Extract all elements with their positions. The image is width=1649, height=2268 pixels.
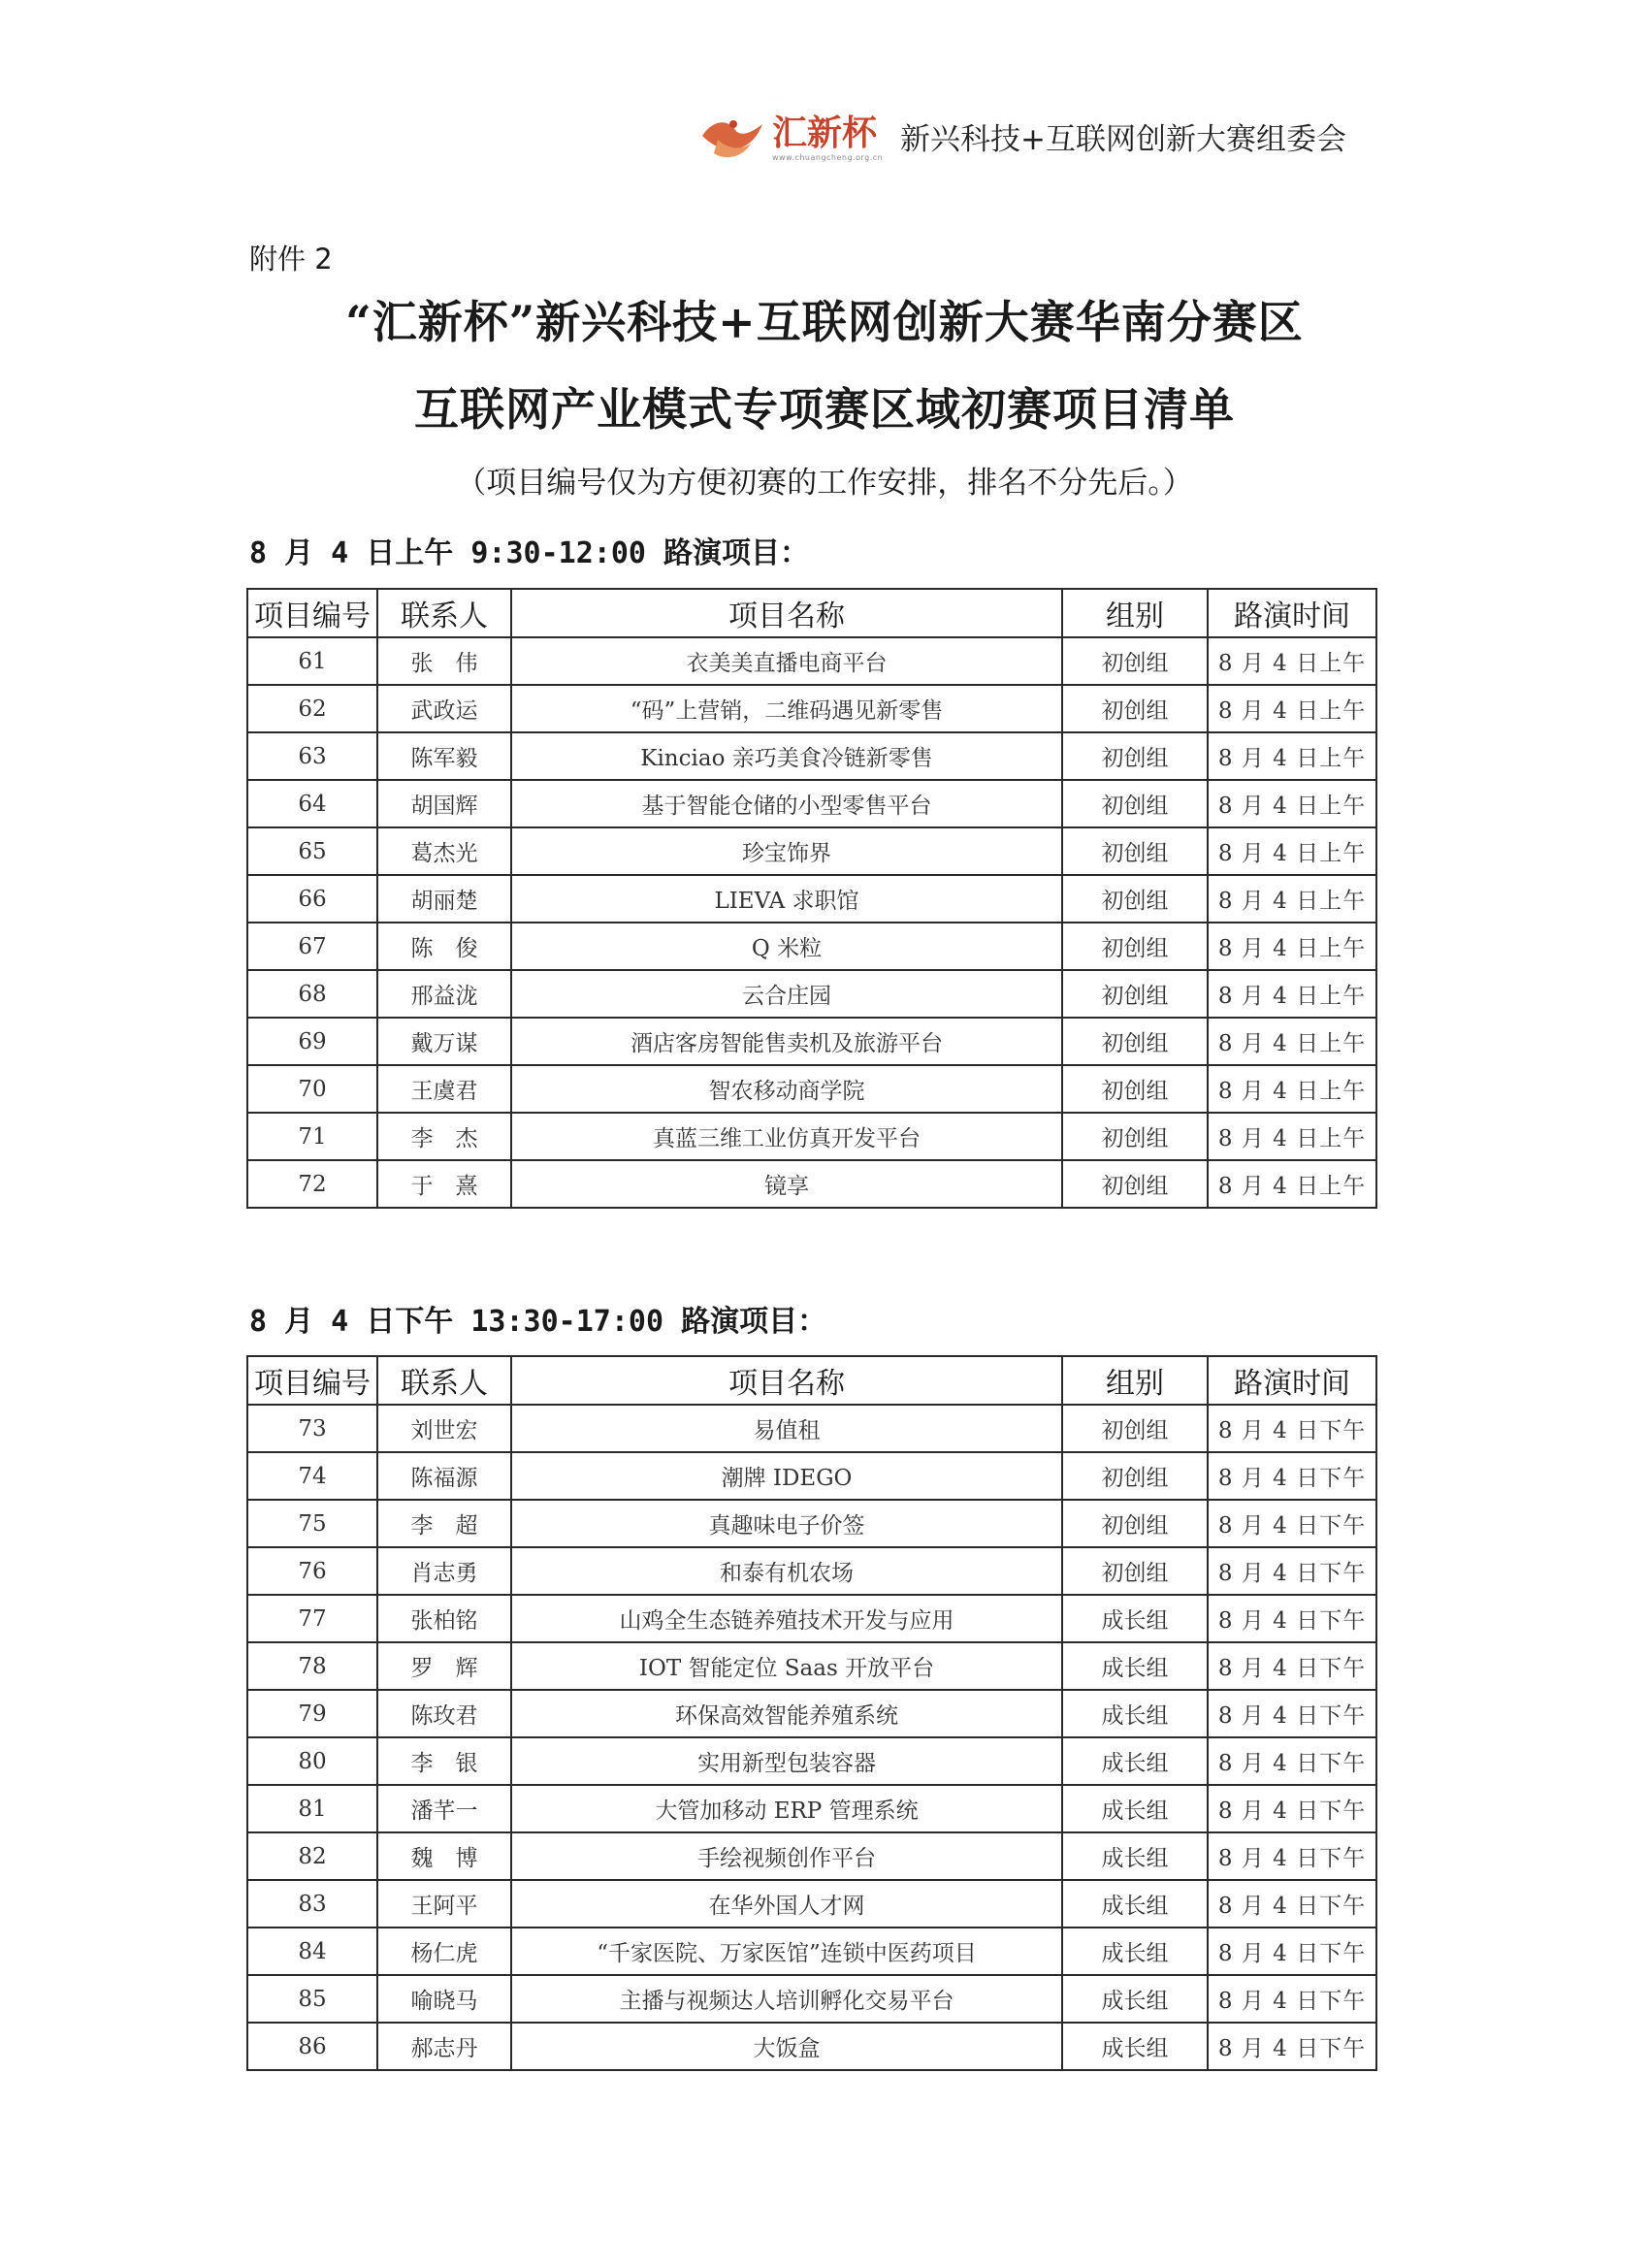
cell-roadshow-time: 8 月 4 日下午	[1208, 1975, 1376, 2023]
cell-project-name: 真趣味电子价签	[511, 1500, 1062, 1547]
header-project-name: 项目名称	[511, 1356, 1062, 1405]
cell-group: 初创组	[1062, 923, 1208, 970]
cell-group: 初创组	[1062, 732, 1208, 780]
cell-project-id: 86	[247, 2023, 377, 2070]
organizer-name: 新兴科技+互联网创新大赛组委会	[900, 122, 1346, 157]
afternoon-session-label: 8 月 4 日下午 13:30-17:00 路演项目：	[249, 1305, 827, 1339]
cell-roadshow-time: 8 月 4 日上午	[1208, 923, 1376, 970]
table-row	[247, 1785, 1376, 1832]
cell-group: 初创组	[1062, 970, 1208, 1018]
cell-contact: 喻晓马	[377, 1975, 511, 2023]
cell-project-id: 65	[247, 827, 377, 875]
table-row	[247, 923, 1376, 970]
header-contact: 联系人	[377, 589, 511, 637]
cell-roadshow-time: 8 月 4 日下午	[1208, 1880, 1376, 1928]
cell-contact: 戴万谋	[377, 1018, 511, 1065]
cell-project-name: LIEVA 求职馆	[511, 875, 1062, 923]
cell-roadshow-time: 8 月 4 日下午	[1208, 1547, 1376, 1595]
cell-contact: 陈 俊	[377, 923, 511, 970]
cell-project-id: 79	[247, 1690, 377, 1737]
table-row	[247, 780, 1376, 827]
cell-group: 初创组	[1062, 1500, 1208, 1547]
cell-project-name: 实用新型包装容器	[511, 1737, 1062, 1785]
cell-roadshow-time: 8 月 4 日下午	[1208, 2023, 1376, 2070]
cell-group: 初创组	[1062, 1065, 1208, 1113]
table-row	[247, 1500, 1376, 1547]
cell-contact: 于 熹	[377, 1160, 511, 1208]
cell-roadshow-time: 8 月 4 日上午	[1208, 827, 1376, 875]
cell-roadshow-time: 8 月 4 日上午	[1208, 1065, 1376, 1113]
cell-roadshow-time: 8 月 4 日上午	[1208, 732, 1376, 780]
bird-logo-icon	[698, 111, 768, 165]
morning-schedule-table	[246, 588, 1377, 1209]
cell-group: 初创组	[1062, 875, 1208, 923]
cell-group: 初创组	[1062, 685, 1208, 732]
cell-roadshow-time: 8 月 4 日上午	[1208, 1113, 1376, 1160]
table-row	[247, 1160, 1376, 1208]
cell-roadshow-time: 8 月 4 日下午	[1208, 1737, 1376, 1785]
page-title-line-2: 互联网产业模式专项赛区域初赛项目清单	[414, 383, 1235, 436]
cell-project-id: 81	[247, 1785, 377, 1832]
cell-contact: 胡丽楚	[377, 875, 511, 923]
cell-project-id: 85	[247, 1975, 377, 2023]
cell-project-id: 78	[247, 1642, 377, 1690]
cell-project-name: 云合庄园	[511, 970, 1062, 1018]
cell-project-id: 63	[247, 732, 377, 780]
cell-project-id: 80	[247, 1737, 377, 1785]
cell-roadshow-time: 8 月 4 日上午	[1208, 1018, 1376, 1065]
cell-group: 成长组	[1062, 1785, 1208, 1832]
cell-group: 成长组	[1062, 1928, 1208, 1975]
cell-project-name: “码”上营销，二维码遇见新零售	[511, 685, 1062, 732]
cell-contact: 魏 博	[377, 1832, 511, 1880]
afternoon-schedule-table	[246, 1355, 1377, 2071]
cell-project-name: 潮牌 IDEGO	[511, 1452, 1062, 1500]
cell-group: 成长组	[1062, 1880, 1208, 1928]
cell-contact: 邢益泷	[377, 970, 511, 1018]
cell-project-name: 镜享	[511, 1160, 1062, 1208]
cell-project-name: 手绘视频创作平台	[511, 1832, 1062, 1880]
cell-project-name: 在华外国人才网	[511, 1880, 1062, 1928]
cell-project-name: 智农移动商学院	[511, 1065, 1062, 1113]
cell-contact: 王阿平	[377, 1880, 511, 1928]
cell-project-name: 大管加移动 ERP 管理系统	[511, 1785, 1062, 1832]
cell-project-id: 70	[247, 1065, 377, 1113]
cell-roadshow-time: 8 月 4 日上午	[1208, 875, 1376, 923]
cell-project-id: 62	[247, 685, 377, 732]
logo-name: 汇新杯	[772, 113, 878, 153]
cell-roadshow-time: 8 月 4 日上午	[1208, 637, 1376, 685]
cell-contact: 刘世宏	[377, 1405, 511, 1452]
cell-group: 成长组	[1062, 1595, 1208, 1642]
cell-project-name: Kinciao 亲巧美食冷链新零售	[511, 732, 1062, 780]
cell-contact: 张 伟	[377, 637, 511, 685]
header-contact: 联系人	[377, 1356, 511, 1405]
table-row	[247, 1018, 1376, 1065]
cell-group: 初创组	[1062, 827, 1208, 875]
cell-contact: 杨仁虎	[377, 1928, 511, 1975]
logo-url: www.chuangcheng.org.cn	[772, 152, 884, 162]
cell-project-name: IOT 智能定位 Saas 开放平台	[511, 1642, 1062, 1690]
cell-roadshow-time: 8 月 4 日下午	[1208, 1785, 1376, 1832]
cell-group: 初创组	[1062, 780, 1208, 827]
cell-project-name: 山鸡全生态链养殖技术开发与应用	[511, 1595, 1062, 1642]
cell-group: 成长组	[1062, 1737, 1208, 1785]
table-row	[247, 1690, 1376, 1737]
cell-project-name: 酒店客房智能售卖机及旅游平台	[511, 1018, 1062, 1065]
cell-project-name: 珍宝饰界	[511, 827, 1062, 875]
table-row	[247, 732, 1376, 780]
cell-contact: 李 银	[377, 1737, 511, 1785]
cell-contact: 陈军毅	[377, 732, 511, 780]
table-row	[247, 827, 1376, 875]
cell-project-name: 衣美美直播电商平台	[511, 637, 1062, 685]
header-project-id: 项目编号	[247, 589, 377, 637]
cell-project-name: 主播与视频达人培训孵化交易平台	[511, 1975, 1062, 2023]
cell-contact: 胡国辉	[377, 780, 511, 827]
cell-group: 初创组	[1062, 1452, 1208, 1500]
cell-project-id: 69	[247, 1018, 377, 1065]
cell-project-id: 67	[247, 923, 377, 970]
table-row	[247, 2023, 1376, 2070]
cell-project-id: 82	[247, 1832, 377, 1880]
cell-project-name: 环保高效智能养殖系统	[511, 1690, 1062, 1737]
table-header-row	[247, 1356, 1376, 1405]
cell-roadshow-time: 8 月 4 日下午	[1208, 1500, 1376, 1547]
cell-group: 成长组	[1062, 1690, 1208, 1737]
cell-group: 初创组	[1062, 637, 1208, 685]
cell-contact: 肖志勇	[377, 1547, 511, 1595]
cell-roadshow-time: 8 月 4 日下午	[1208, 1595, 1376, 1642]
table-row	[247, 1595, 1376, 1642]
cell-group: 成长组	[1062, 1832, 1208, 1880]
cell-project-name: 真蓝三维工业仿真开发平台	[511, 1113, 1062, 1160]
cell-group: 成长组	[1062, 1642, 1208, 1690]
table-row	[247, 1547, 1376, 1595]
header-logo	[698, 109, 883, 167]
cell-group: 初创组	[1062, 1018, 1208, 1065]
cell-contact: 武政运	[377, 685, 511, 732]
header-project-id: 项目编号	[247, 1356, 377, 1405]
cell-group: 初创组	[1062, 1113, 1208, 1160]
cell-project-id: 83	[247, 1880, 377, 1928]
cell-project-id: 84	[247, 1928, 377, 1975]
cell-roadshow-time: 8 月 4 日下午	[1208, 1690, 1376, 1737]
cell-project-name: 易值租	[511, 1405, 1062, 1452]
cell-project-id: 66	[247, 875, 377, 923]
cell-contact: 张柏铭	[377, 1595, 511, 1642]
cell-roadshow-time: 8 月 4 日下午	[1208, 1452, 1376, 1500]
cell-project-id: 68	[247, 970, 377, 1018]
table-row	[247, 1832, 1376, 1880]
cell-roadshow-time: 8 月 4 日下午	[1208, 1642, 1376, 1690]
table-row	[247, 1642, 1376, 1690]
header-project-name: 项目名称	[511, 589, 1062, 637]
cell-project-id: 77	[247, 1595, 377, 1642]
table-row	[247, 875, 1376, 923]
header-group: 组别	[1062, 1356, 1208, 1405]
cell-roadshow-time: 8 月 4 日上午	[1208, 1160, 1376, 1208]
cell-roadshow-time: 8 月 4 日下午	[1208, 1832, 1376, 1880]
table-row	[247, 1928, 1376, 1975]
cell-roadshow-time: 8 月 4 日上午	[1208, 685, 1376, 732]
header-group: 组别	[1062, 589, 1208, 637]
table-row	[247, 685, 1376, 732]
cell-group: 初创组	[1062, 1405, 1208, 1452]
table-row	[247, 1452, 1376, 1500]
cell-group: 初创组	[1062, 1160, 1208, 1208]
cell-group: 成长组	[1062, 1975, 1208, 2023]
cell-contact: 潘芊一	[377, 1785, 511, 1832]
header-roadshow-time: 路演时间	[1208, 589, 1376, 637]
cell-roadshow-time: 8 月 4 日下午	[1208, 1928, 1376, 1975]
cell-roadshow-time: 8 月 4 日上午	[1208, 780, 1376, 827]
table-row	[247, 1737, 1376, 1785]
table-header-row	[247, 589, 1376, 637]
cell-project-name: Q 米粒	[511, 923, 1062, 970]
cell-project-id: 61	[247, 637, 377, 685]
table-row	[247, 970, 1376, 1018]
table-row	[247, 1065, 1376, 1113]
cell-contact: 郝志丹	[377, 2023, 511, 2070]
cell-group: 初创组	[1062, 1547, 1208, 1595]
cell-project-id: 75	[247, 1500, 377, 1547]
cell-project-id: 74	[247, 1452, 377, 1500]
table-row	[247, 1113, 1376, 1160]
morning-session-label: 8 月 4 日上午 9:30-12:00 路演项目：	[249, 536, 810, 570]
cell-project-id: 64	[247, 780, 377, 827]
cell-group: 成长组	[1062, 2023, 1208, 2070]
attachment-label: 附件 2	[249, 243, 333, 275]
table-row	[247, 1880, 1376, 1928]
table-row	[247, 1405, 1376, 1452]
cell-contact: 罗 辉	[377, 1642, 511, 1690]
cell-project-name: 基于智能仓储的小型零售平台	[511, 780, 1062, 827]
cell-contact: 王虞君	[377, 1065, 511, 1113]
cell-project-id: 72	[247, 1160, 377, 1208]
cell-project-id: 73	[247, 1405, 377, 1452]
cell-roadshow-time: 8 月 4 日下午	[1208, 1405, 1376, 1452]
cell-project-name: “千家医院、万家医馆”连锁中医药项目	[511, 1928, 1062, 1975]
table-row	[247, 637, 1376, 685]
cell-contact: 葛杰光	[377, 827, 511, 875]
cell-contact: 陈福源	[377, 1452, 511, 1500]
cell-project-id: 71	[247, 1113, 377, 1160]
cell-contact: 李 超	[377, 1500, 511, 1547]
page-title-line-1: “汇新杯”新兴科技+互联网创新大赛华南分赛区	[345, 296, 1304, 348]
cell-project-name: 大饭盒	[511, 2023, 1062, 2070]
ordering-note: （项目编号仅为方便初赛的工作安排，排名不分先后。）	[456, 466, 1193, 501]
cell-project-name: 和泰有机农场	[511, 1547, 1062, 1595]
cell-roadshow-time: 8 月 4 日上午	[1208, 970, 1376, 1018]
header-roadshow-time: 路演时间	[1208, 1356, 1376, 1405]
cell-project-id: 76	[247, 1547, 377, 1595]
table-row	[247, 1975, 1376, 2023]
cell-contact: 陈玫君	[377, 1690, 511, 1737]
cell-contact: 李 杰	[377, 1113, 511, 1160]
